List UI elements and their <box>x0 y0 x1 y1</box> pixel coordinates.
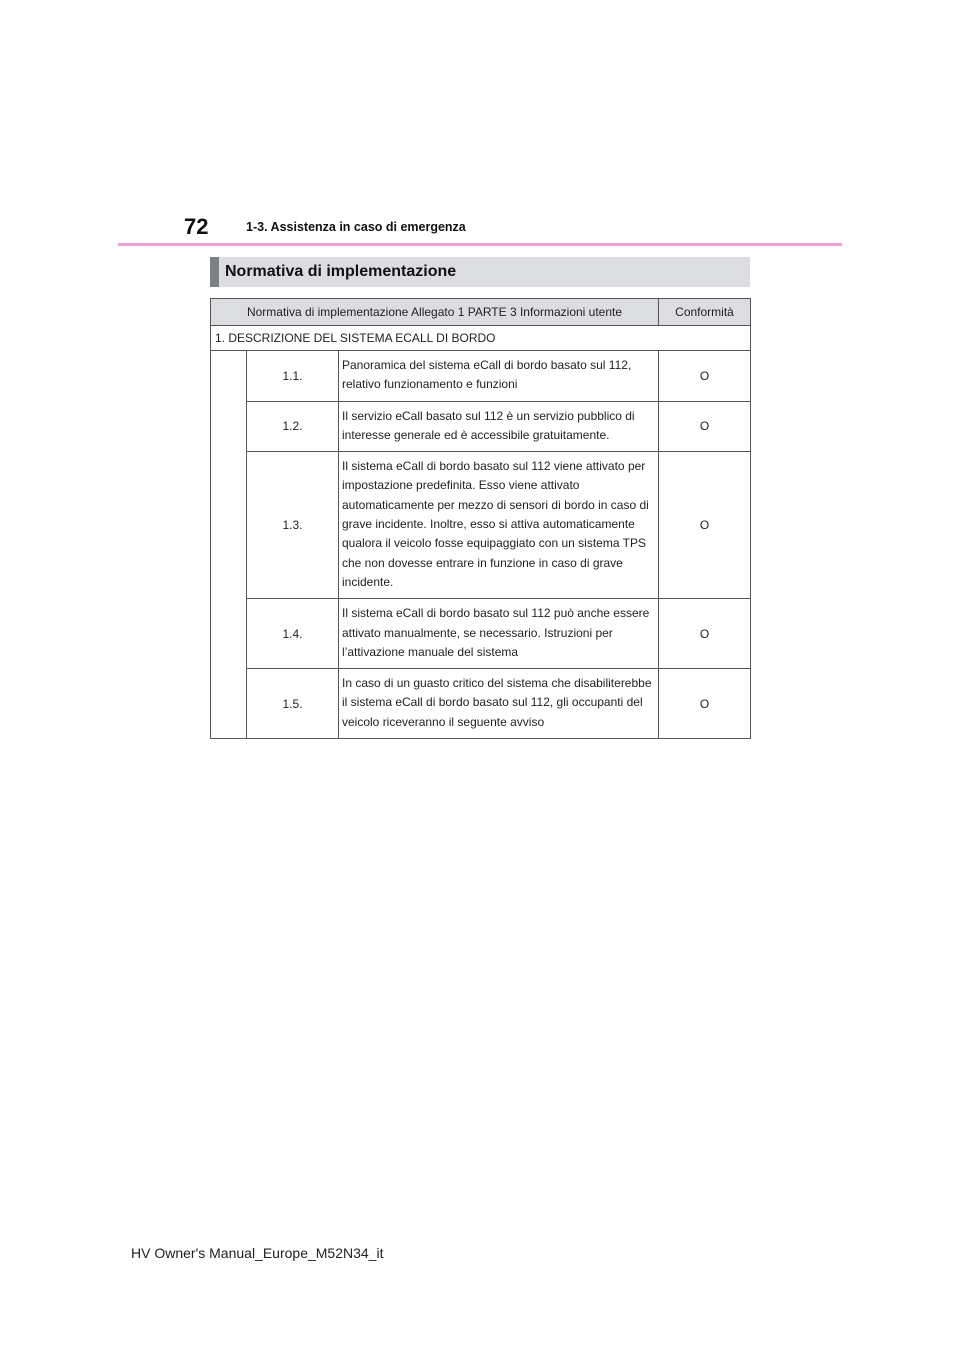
row-description: In caso di un guasto critico del sistema che disabiliterebbe il sistema eCall di bordo basato sul 112, gli occupanti del veicolo riceveranno il seguente avviso <box>339 669 659 739</box>
table-header-row <box>211 299 751 326</box>
footer-manual-id: HV Owner's Manual_Europe_M52N34_it <box>131 1245 384 1261</box>
indent-cell <box>211 351 247 739</box>
table-row <box>211 351 751 402</box>
column-header-conformity: Conformità <box>659 299 751 326</box>
row-number: 1.3. <box>247 452 339 599</box>
section-title: Normativa di implementazione <box>210 257 750 287</box>
row-description: Il servizio eCall basato sul 112 è un servizio pubblico di interesse generale ed è accessibile gratuitamente. <box>339 401 659 452</box>
regulation-table <box>210 298 751 739</box>
table-row <box>211 669 751 739</box>
row-description: Il sistema eCall di bordo basato sul 112 viene attivato per impostazione predefinita. Esso viene attivato automaticamente per mezzo di sensori di bordo in caso di grave incidente. Inoltre, esso si attiva automaticamente qualora il veicolo fosse equipaggiato con un sistema TPS che non dovesse entrare in funzione in caso di grave incidente. <box>339 452 659 599</box>
row-description: Il sistema eCall di bordo basato sul 112 può anche essere attivato manualmente, se necessario. Istruzioni per l’attivazione manuale del sistema <box>339 599 659 669</box>
row-number: 1.1. <box>247 351 339 402</box>
row-conformity: O <box>659 401 751 452</box>
page-number: 72 <box>184 214 209 239</box>
row-number: 1.2. <box>247 401 339 452</box>
section-heading-row <box>211 326 751 351</box>
row-number: 1.5. <box>247 669 339 739</box>
row-conformity: O <box>659 669 751 739</box>
row-conformity: O <box>659 599 751 669</box>
row-conformity: O <box>659 351 751 402</box>
header-rule <box>118 243 842 246</box>
column-header-regulation: Normativa di implementazione Allegato 1 PARTE 3 Informazioni utente <box>211 299 659 326</box>
row-description: Panoramica del sistema eCall di bordo basato sul 112, relativo funzionamento e funzioni <box>339 351 659 402</box>
table-row <box>211 401 751 452</box>
section-path: 1-3. Assistenza in caso di emergenza <box>246 220 466 234</box>
section-heading: 1. DESCRIZIONE DEL SISTEMA ECALL DI BORDO <box>211 326 751 351</box>
row-conformity: O <box>659 452 751 599</box>
table-row <box>211 452 751 599</box>
table-row <box>211 599 751 669</box>
row-number: 1.4. <box>247 599 339 669</box>
